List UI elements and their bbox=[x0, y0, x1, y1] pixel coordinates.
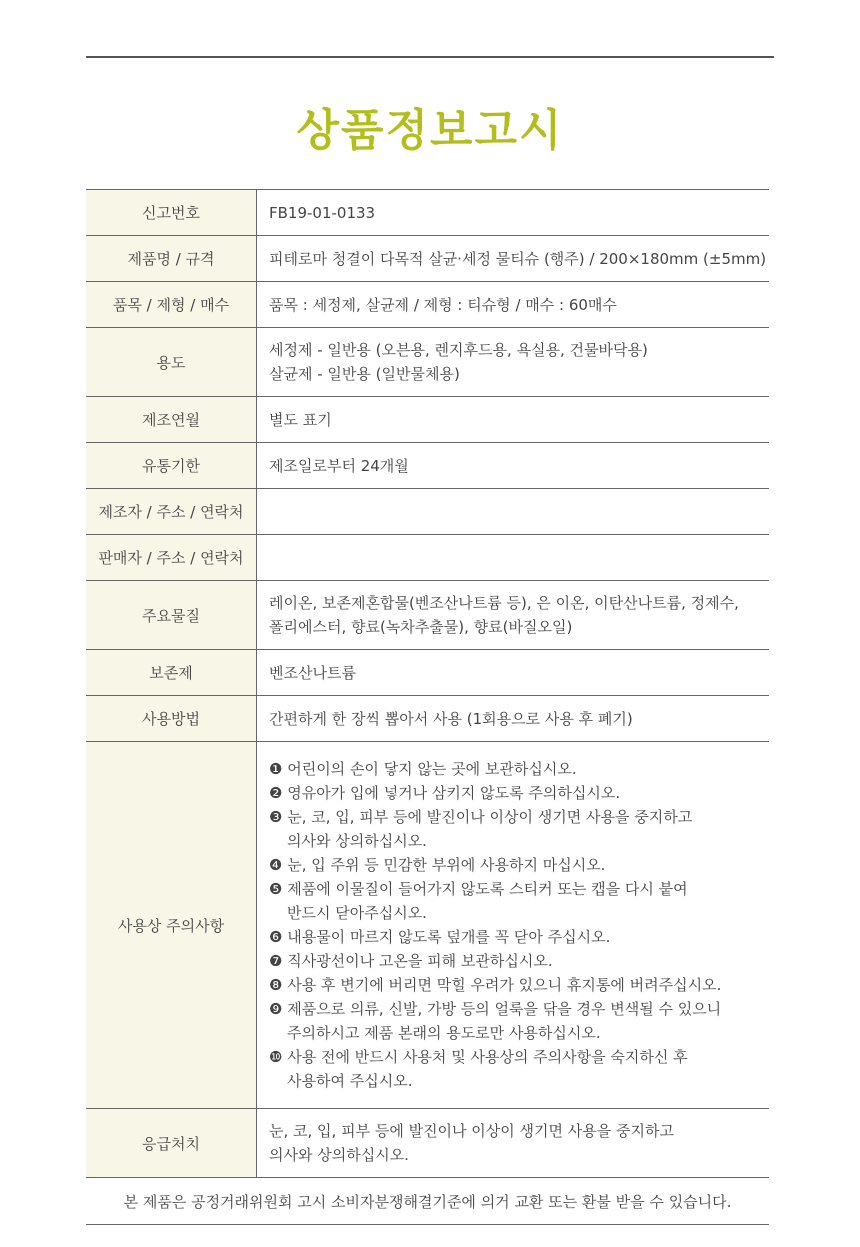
value-line: 폴리에스터, 향료(녹차추출물), 향료(바질오일) bbox=[269, 618, 573, 636]
caution-item bbox=[269, 781, 769, 805]
row-value bbox=[257, 535, 770, 581]
caution-line: ❶ 어린이의 손이 닿지 않는 곳에 보관하십시오. bbox=[269, 760, 577, 778]
row-value bbox=[257, 581, 770, 650]
value-line: 의사와 상의하십시오. bbox=[269, 1146, 409, 1164]
row-label: 품목 / 제형 / 매수 bbox=[86, 282, 257, 328]
table-row bbox=[86, 535, 769, 581]
row-label: 제품명 / 규격 bbox=[86, 236, 257, 282]
value-line: 간편하게 한 장씩 뽑아서 사용 (1회용으로 사용 후 폐기) bbox=[269, 709, 633, 728]
info-rows bbox=[86, 190, 769, 1225]
value-line: 살균제 - 일반용 (일반물체용) bbox=[269, 365, 460, 383]
caution-line: ❿ 사용 전에 반드시 사용처 및 사용상의 주의사항을 숙지하신 후 bbox=[269, 1048, 688, 1066]
table-row bbox=[86, 489, 769, 535]
row-label: 제조자 / 주소 / 연락처 bbox=[86, 489, 257, 535]
row-value bbox=[257, 696, 770, 742]
row-value bbox=[257, 489, 770, 535]
table-row bbox=[86, 328, 769, 397]
row-value bbox=[257, 397, 770, 443]
table-row bbox=[86, 443, 769, 489]
value-line: 레이온, 보존제혼합물(벤조산나트륨 등), 은 이온, 이탄산나트륨, 정제수, bbox=[269, 594, 739, 612]
caution-line: ❹ 눈, 입 주위 등 민감한 부위에 사용하지 마십시오. bbox=[269, 856, 606, 874]
value-line: 별도 표기 bbox=[269, 410, 332, 429]
caution-item bbox=[269, 997, 769, 1045]
value-line: 품목 : 세정제, 살균제 / 제형 : 티슈형 / 매수 : 60매수 bbox=[269, 295, 617, 314]
footer-notice: 본 제품은 공정거래위원회 고시 소비자분쟁해결기준에 의거 교환 또는 환불 받을 수 있습니다. bbox=[86, 1178, 769, 1225]
cautions-list bbox=[257, 742, 770, 1109]
row-label: 신고번호 bbox=[86, 190, 257, 236]
caution-line: ❸ 눈, 코, 입, 피부 등에 발진이나 이상이 생기면 사용을 중지하고 bbox=[269, 808, 693, 826]
caution-item bbox=[269, 853, 769, 877]
table-row bbox=[86, 397, 769, 443]
row-label: 응급처치 bbox=[86, 1109, 257, 1178]
caution-line: 주의하시고 제품 본래의 용도로만 사용하십시오. bbox=[287, 1024, 601, 1042]
caution-item bbox=[269, 925, 769, 949]
value-line: FB19-01-0133 bbox=[269, 203, 376, 222]
row-label: 사용방법 bbox=[86, 696, 257, 742]
row-value bbox=[257, 236, 770, 282]
row-value bbox=[257, 443, 770, 489]
row-label: 제조연월 bbox=[86, 397, 257, 443]
caution-line: ❾ 제품으로 의류, 신발, 가방 등의 얼룩을 닦을 경우 변색될 수 있으니 bbox=[269, 1000, 722, 1018]
caution-item bbox=[269, 805, 769, 853]
table-row bbox=[86, 282, 769, 328]
value-line: 벤조산나트륨 bbox=[269, 663, 356, 682]
row-value bbox=[257, 190, 770, 236]
product-info-table bbox=[86, 189, 769, 1225]
row-value bbox=[257, 1109, 770, 1178]
table-row bbox=[86, 696, 769, 742]
top-divider bbox=[86, 56, 774, 58]
table-row bbox=[86, 236, 769, 282]
caution-item bbox=[269, 877, 769, 925]
caution-line: 사용하여 주십시오. bbox=[287, 1072, 413, 1090]
footer-row bbox=[86, 1178, 769, 1225]
caution-line: ❺ 제품에 이물질이 들어가지 않도록 스티커 또는 캡을 다시 붙여 bbox=[269, 880, 688, 898]
table-row bbox=[86, 581, 769, 650]
page-title: 상품정보고시 bbox=[296, 105, 564, 156]
caution-line: ❽ 사용 후 변기에 버리면 막힐 우려가 있으니 휴지통에 버려주십시오. bbox=[269, 976, 722, 994]
caution-line: ❷ 영유아가 입에 넣거나 삼키지 않도록 주의하십시오. bbox=[269, 784, 621, 802]
caution-item bbox=[269, 973, 769, 997]
caution-item bbox=[269, 1045, 769, 1093]
table-row-cautions bbox=[86, 742, 769, 1109]
caution-line: 의사와 상의하십시오. bbox=[287, 832, 427, 850]
caution-line: ❻ 내용물이 마르지 않도록 덮개를 꼭 닫아 주십시오. bbox=[269, 928, 611, 946]
caution-line: ❼ 직사광선이나 고온을 피해 보관하십시오. bbox=[269, 952, 553, 970]
table-row-first-aid bbox=[86, 1109, 769, 1178]
caution-item bbox=[269, 949, 769, 973]
row-label: 주요물질 bbox=[86, 581, 257, 650]
row-value bbox=[257, 650, 770, 696]
row-label: 유통기한 bbox=[86, 443, 257, 489]
value-line: 세정제 - 일반용 (오븐용, 렌지후드용, 욕실용, 건물바닥용) bbox=[269, 341, 648, 359]
caution-item bbox=[269, 757, 769, 781]
value-line: 눈, 코, 입, 피부 등에 발진이나 이상이 생기면 사용을 중지하고 bbox=[269, 1122, 674, 1140]
row-label: 용도 bbox=[86, 328, 257, 397]
row-value bbox=[257, 328, 770, 397]
row-label: 사용상 주의사항 bbox=[86, 742, 257, 1109]
caution-line: 반드시 닫아주십시오. bbox=[287, 904, 427, 922]
row-label: 보존제 bbox=[86, 650, 257, 696]
table-row bbox=[86, 190, 769, 236]
row-value bbox=[257, 282, 770, 328]
row-label: 판매자 / 주소 / 연락처 bbox=[86, 535, 257, 581]
value-line: 피테로마 청결이 다목적 살균·세정 물티슈 (행주) / 200×180mm (±5mm) bbox=[269, 249, 767, 268]
value-line: 제조일로부터 24개월 bbox=[269, 456, 409, 475]
table-row bbox=[86, 650, 769, 696]
